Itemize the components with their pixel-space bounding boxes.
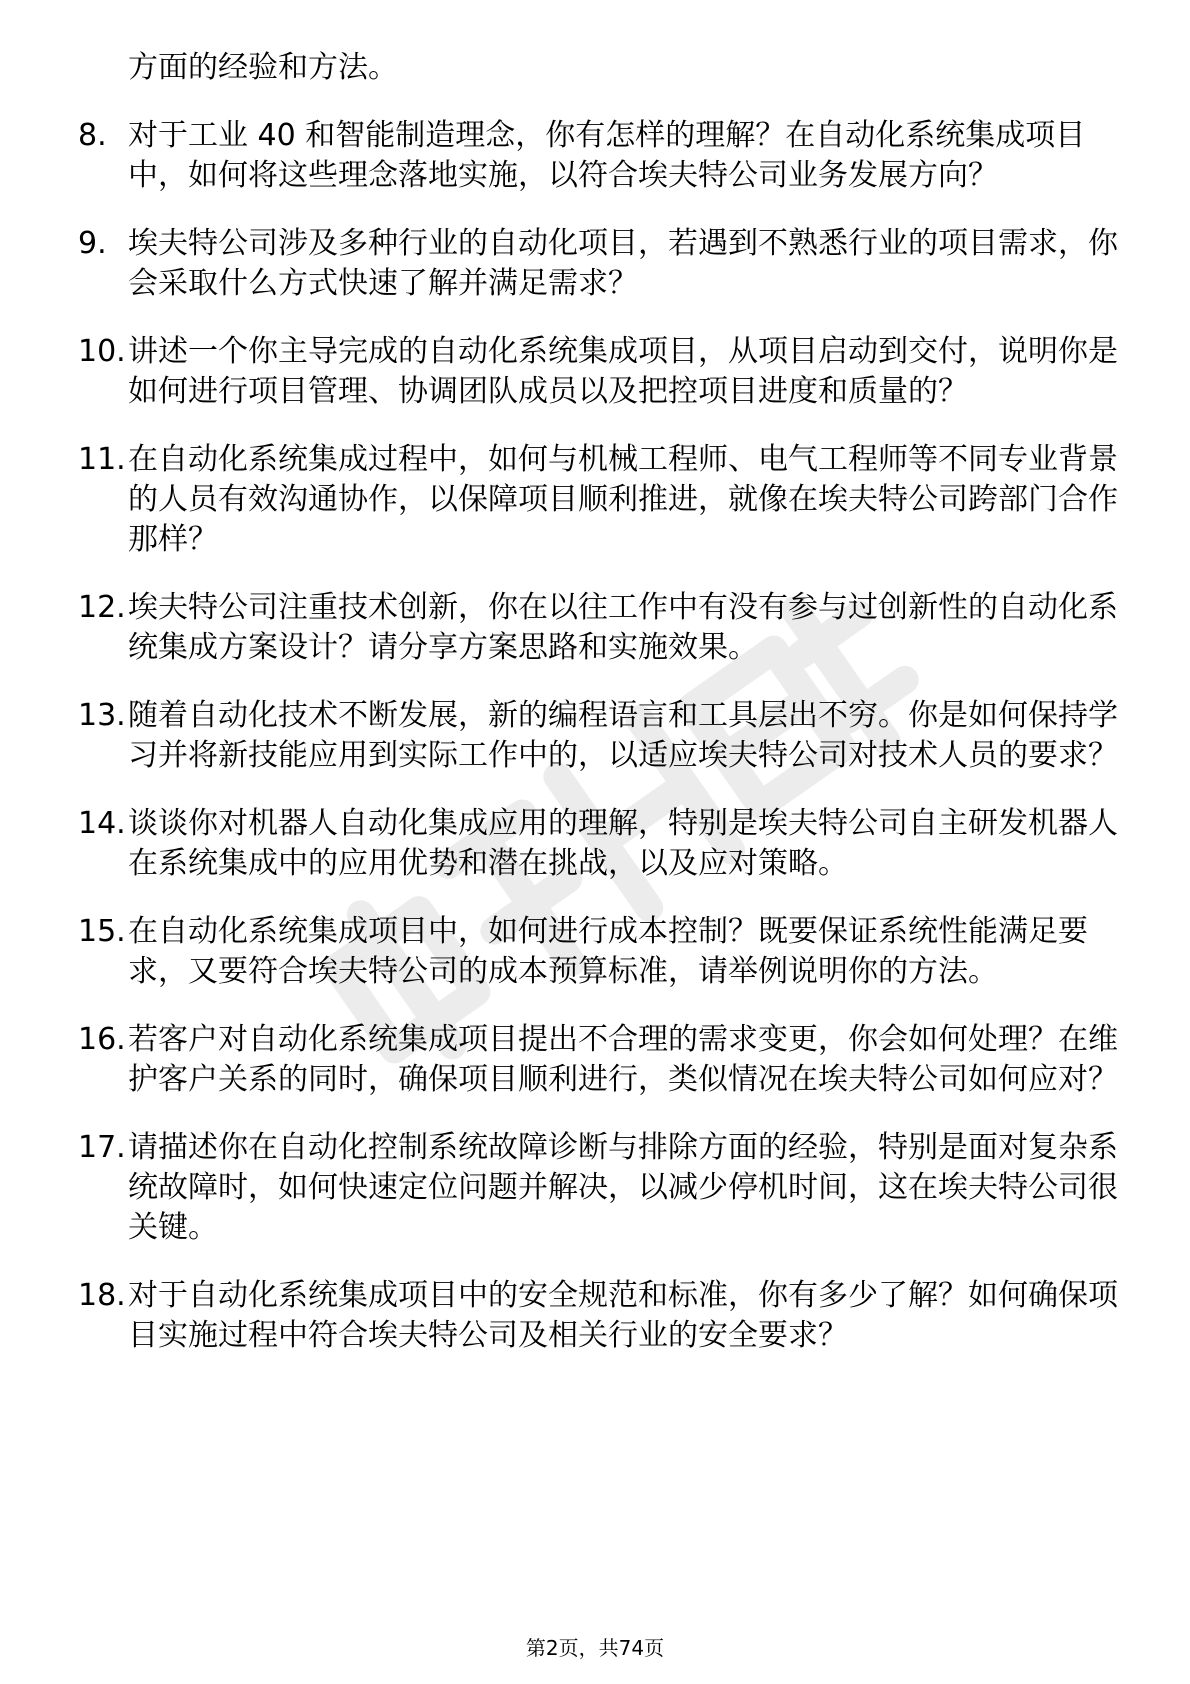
question-number: 9. [78, 226, 107, 261]
question-item [78, 440, 1118, 560]
question-text: 对于工业 40 和智能制造理念，你有怎样的理解？在自动化系统集成项目中，如何将这些理念落地实施，以符合埃夫特公司业务发展方向？ [128, 118, 1086, 193]
question-number: 13. [78, 698, 126, 733]
document-body [78, 48, 1118, 1384]
question-item [78, 332, 1118, 412]
page-footer: 第2页，共74页 [525, 1636, 665, 1660]
question-text: 若客户对自动化系统集成项目提出不合理的需求变更，你会如何处理？在维护客户关系的同时，确保项目顺利进行，类似情况在埃夫特公司如何应对？ [128, 1022, 1118, 1097]
question-list [78, 116, 1118, 1356]
question-item [78, 116, 1118, 196]
question-item [78, 588, 1118, 668]
question-text: 谈谈你对机器人自动化集成应用的理解，特别是埃夫特公司自主研发机器人在系统集成中的应用优势和潜在挑战，以及应对策略。 [128, 806, 1118, 881]
question-text: 随着自动化技术不断发展，新的编程语言和工具层出不穷。你是如何保持学习并将新技能应用到实际工作中的，以适应埃夫特公司对技术人员的要求？ [128, 698, 1118, 773]
question-item [78, 696, 1118, 776]
question-number: 16. [78, 1022, 126, 1057]
continuation-text: 方面的经验和方法。 [128, 50, 398, 85]
question-number: 8. [78, 118, 107, 153]
question-number: 14. [78, 806, 126, 841]
question-text: 在自动化系统集成过程中，如何与机械工程师、电气工程师等不同专业背景的人员有效沟通协作，以保障项目顺利推进，就像在埃夫特公司跨部门合作那样？ [128, 442, 1118, 557]
question-text: 对于自动化系统集成项目中的安全规范和标准，你有多少了解？如何确保项目实施过程中符合埃夫特公司及相关行业的安全要求？ [128, 1278, 1118, 1353]
question-text: 埃夫特公司涉及多种行业的自动化项目，若遇到不熟悉行业的项目需求，你会采取什么方式快速了解并满足需求？ [128, 226, 1118, 301]
question-text: 埃夫特公司注重技术创新，你在以往工作中有没有参与过创新性的自动化系统集成方案设计？请分享方案思路和实施效果。 [128, 590, 1118, 665]
question-item [78, 1276, 1118, 1356]
question-text: 在自动化系统集成项目中，如何进行成本控制？既要保证系统性能满足要求，又要符合埃夫特公司的成本预算标准，请举例说明你的方法。 [128, 914, 1088, 989]
question-item [78, 224, 1118, 304]
question-number: 10. [78, 334, 126, 369]
question-number: 15. [78, 914, 126, 949]
question-item [78, 1020, 1118, 1100]
question-number: 18. [78, 1278, 126, 1313]
question-number: 17. [78, 1130, 126, 1165]
question-text: 请描述你在自动化控制系统故障诊断与排除方面的经验，特别是面对复杂系统故障时，如何快速定位问题并解决，以减少停机时间，这在埃夫特公司很关键。 [128, 1130, 1118, 1245]
question-item [78, 1128, 1118, 1248]
question-number: 12. [78, 590, 126, 625]
question-item [78, 804, 1118, 884]
question-item [78, 912, 1118, 992]
question-text: 讲述一个你主导完成的自动化系统集成项目，从项目启动到交付，说明你是如何进行项目管理、协调团队成员以及把控项目进度和质量的？ [128, 334, 1118, 409]
question-number: 11. [78, 442, 126, 477]
